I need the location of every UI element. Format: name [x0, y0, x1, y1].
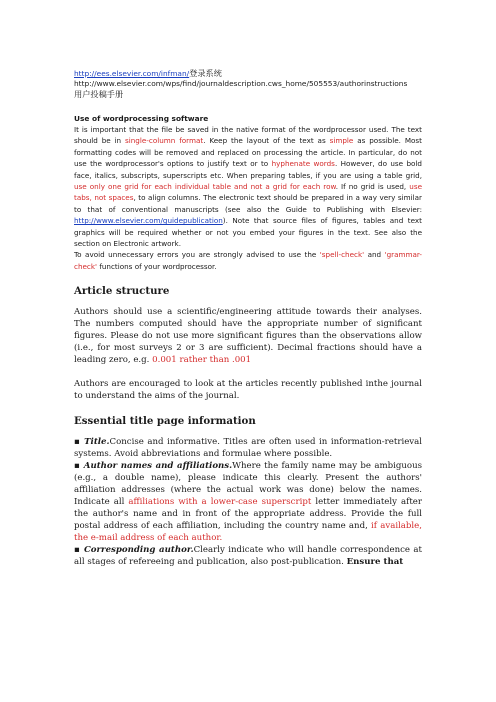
text-run: , to align columns. The electronic text should be prepared in a way very similar to that of conventional manuscripts (see also the Guide to Publishing with Elsevier:	[74, 193, 422, 214]
bullet-label: Corresponding author.	[83, 545, 194, 556]
guide-url-line	[74, 79, 422, 89]
bullet-label: Author names and affiliations.	[83, 461, 233, 472]
highlight-text: hyphenate words	[271, 159, 335, 169]
text-run: and	[364, 250, 385, 260]
article-structure-heading: Article structure	[74, 285, 170, 298]
bullet-icon: ▪	[74, 437, 81, 448]
highlight-text: single-column format	[125, 136, 204, 146]
ees-link-line	[74, 68, 422, 79]
user-manual-label: 用户投稿手册	[74, 89, 124, 99]
ees-link[interactable]: http://ees.elsevier.com/infman/	[74, 69, 190, 78]
highlight-text: simple	[329, 136, 354, 146]
bullet-title	[74, 436, 422, 460]
guide-publication-link[interactable]: http://www.elsevier.com/guidepublication	[74, 216, 223, 226]
text-run: Clearly indicate who will handle correspondence at all stages of refereeing and publication, also post-publication.	[74, 545, 422, 568]
highlight-text: 'spell-check'	[319, 250, 365, 260]
text-run: ). Note that source files of figures, tables and text graphics will be required whether or not you embed your figures in the text. See also the section on Electronic artwork.	[74, 216, 422, 249]
text-run: functions of your wordprocessor.	[97, 261, 217, 271]
text-run: Where the family name may be ambiguous (e.g., a double name), please indicate this clearly. Present the authors' affiliation addresses (where the actual work was done) below the names. Indicate all	[74, 461, 423, 508]
emphasis-text: Ensure that	[346, 557, 404, 568]
bullet-corresponding-author	[74, 544, 422, 568]
wordprocessing-paragraph-1	[74, 124, 422, 249]
text-run: It is important that the file be saved in the native format of the wordprocessor used. The text should be in	[74, 125, 422, 146]
ees-link-suffix: 登录系统	[189, 68, 222, 78]
article-structure-paragraph-2: Authors are encouraged to look at the articles recently published inthe journal to understand the aims of the journal.	[74, 379, 422, 402]
text-run: . However, do use bold face, italics, subscripts, superscripts etc. When preparing tables, if you are using a table grid,	[74, 159, 422, 180]
text-run: letter immediately after the author's name and in front of the appropriate address. Provide the full postal address of each affiliation, including the country name and,	[74, 497, 423, 532]
bullet-icon: ▪	[74, 545, 81, 556]
text-run: as possible. Most formatting codes will be removed and replaced on processing the article. In particular, do not use the wordprocessor's options to justify text or to	[74, 136, 422, 169]
text-run: . Keep the layout of the text as	[203, 136, 330, 146]
highlight-text: affiliations with a lower-case superscript	[128, 497, 312, 508]
bullet-icon: ▪	[74, 461, 81, 472]
title-page-heading: Essential title page information	[74, 415, 256, 428]
wordprocessing-paragraph-2	[74, 249, 422, 272]
bullet-label: Title.	[84, 437, 110, 448]
document-page	[74, 68, 422, 568]
author-instructions-url: http://www.elsevier.com/wps/find/journaldescription.cws_home/505553/authorinstructions	[74, 79, 408, 88]
text-run: To avoid unnecessary errors you are strongly advised to use the	[74, 250, 320, 260]
text-run: Concise and informative. Titles are often used in information-retrieval systems. Avoid abbreviations and formulae where possible.	[74, 437, 423, 460]
highlight-text: 0.001 rather than .001	[152, 355, 252, 366]
article-structure-paragraph-1	[74, 306, 422, 366]
wordprocessing-title: Use of wordprocessing software	[74, 114, 209, 123]
highlight-text: 'grammar-check'	[74, 250, 422, 271]
highlight-text: if available, the e-mail address of each author.	[74, 521, 423, 544]
text-run: Authors should use a scientific/engineering attitude towards their analyses. The numbers computed should have the appropriate number of significant figures. Please do not use more significant figures than the observations allow (i.e., for most surveys 2 or 3 are sufficient). Decimal fractions should have a leading zero, e.g.	[74, 307, 422, 366]
highlight-text: use only one grid for each individual table and not a grid for each row	[74, 182, 336, 192]
text-run: . If no grid is used,	[335, 182, 410, 192]
highlight-text: use tabs, not spaces	[74, 182, 422, 203]
bullet-author-names	[74, 460, 422, 544]
